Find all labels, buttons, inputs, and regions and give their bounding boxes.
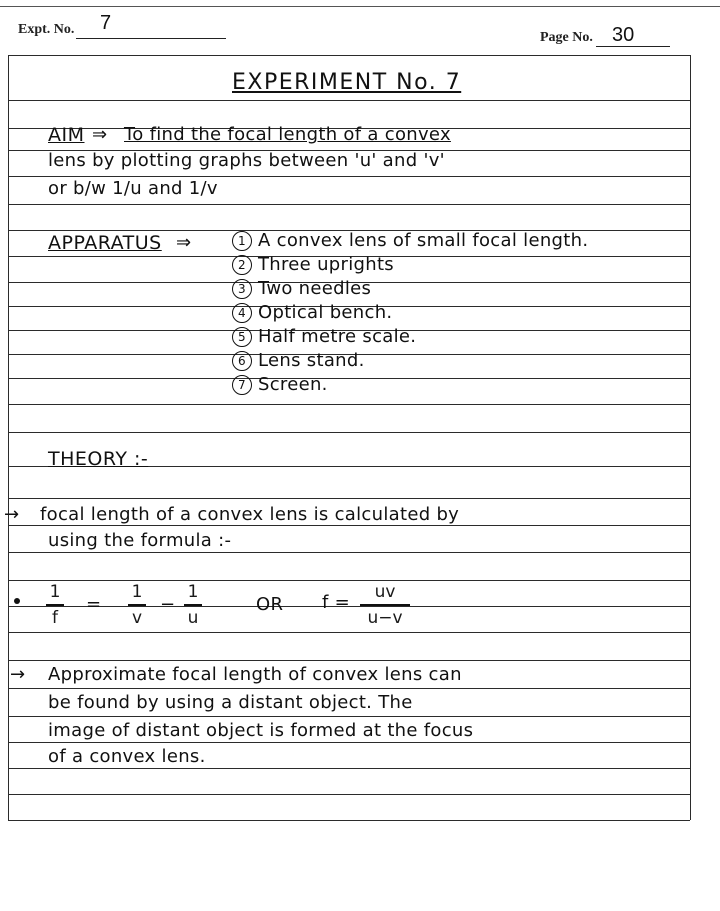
ruled-line <box>8 688 690 689</box>
ruled-line <box>8 404 690 405</box>
aim-heading: AIM <box>48 124 85 146</box>
item-text: Three uprights <box>258 254 394 275</box>
right-margin-line <box>690 55 691 820</box>
apparatus-item <box>232 350 588 374</box>
item-number-badge: 3 <box>232 279 252 299</box>
ruled-line <box>8 742 690 743</box>
minus-sign: − <box>160 594 176 615</box>
theory-para1-line2: using the formula :- <box>48 530 232 551</box>
fraction-uv-over-u-minus-v <box>360 582 410 628</box>
arrow-icon: → <box>10 664 26 685</box>
ruled-line <box>8 204 690 205</box>
ruled-line <box>8 100 690 101</box>
or-text: OR <box>256 594 284 615</box>
top-edge-line <box>0 6 720 7</box>
ruled-line <box>8 498 690 499</box>
theory-para2-line1: Approximate focal length of convex lens can <box>48 664 462 685</box>
expt-no-value: 7 <box>100 12 112 34</box>
numerator: 1 <box>131 582 143 602</box>
apparatus-item <box>232 374 588 398</box>
fraction-bar <box>360 604 410 606</box>
ruled-line <box>8 525 690 526</box>
item-number-badge: 4 <box>232 303 252 323</box>
ruled-line <box>8 768 690 769</box>
expt-no-label: Expt. No. <box>18 22 75 37</box>
fraction-bar <box>46 604 64 606</box>
fraction-1-over-v <box>128 582 146 628</box>
apparatus-list <box>232 230 588 398</box>
denominator: u <box>187 607 199 628</box>
apparatus-item <box>232 302 588 326</box>
aim-line-3: or b/w 1/u and 1/v <box>48 178 218 199</box>
page-title: EXPERIMENT No. 7 <box>232 70 462 95</box>
equals-sign: = <box>86 594 102 615</box>
ruled-line <box>8 552 690 553</box>
arrow-icon: → <box>4 504 20 525</box>
theory-para2-line2: be found by using a distant object. The <box>48 692 413 713</box>
item-number-badge: 2 <box>232 255 252 275</box>
item-number-badge: 7 <box>232 375 252 395</box>
ruled-line <box>8 432 690 433</box>
arrow-icon: ⇒ <box>92 124 108 145</box>
bullet-icon <box>14 598 20 604</box>
apparatus-item <box>232 278 588 302</box>
aim-line-1: To find the focal length of a convex <box>124 124 451 145</box>
ruled-line <box>8 632 690 633</box>
theory-para2-line4: of a convex lens. <box>48 746 206 767</box>
page-no-line <box>596 46 670 47</box>
page-no-label: Page No. <box>540 30 593 45</box>
item-text: Half metre scale. <box>258 326 417 347</box>
ruled-line <box>8 820 690 821</box>
item-number-badge: 5 <box>232 327 252 347</box>
left-margin-line <box>8 55 9 820</box>
ruled-line <box>8 794 690 795</box>
ruled-line <box>8 580 690 581</box>
apparatus-item <box>232 326 588 350</box>
ruled-line <box>8 660 690 661</box>
numerator: uv <box>374 582 396 602</box>
fraction-1-over-f <box>46 582 64 628</box>
item-text: Optical bench. <box>258 302 393 323</box>
denominator: v <box>131 607 143 628</box>
aim-line-2: lens by plotting graphs between 'u' and 'v' <box>48 150 445 171</box>
fraction-1-over-u <box>184 582 202 628</box>
fraction-bar <box>128 604 146 606</box>
item-number-badge: 6 <box>232 351 252 371</box>
item-number-badge: 1 <box>232 231 252 251</box>
denominator: u−v <box>367 607 403 628</box>
fraction-bar <box>184 604 202 606</box>
f-equals: f = <box>322 592 351 613</box>
theory-para2-line3: image of distant object is formed at the focus <box>48 720 474 741</box>
apparatus-item <box>232 230 588 254</box>
item-text: Two needles <box>258 278 372 299</box>
arrow-icon: ⇒ <box>176 232 192 253</box>
theory-heading: THEORY :- <box>48 448 149 470</box>
item-text: Lens stand. <box>258 350 365 371</box>
ruled-line <box>8 176 690 177</box>
theory-para1-line1: focal length of a convex lens is calculated by <box>40 504 460 525</box>
apparatus-item <box>232 254 588 278</box>
apparatus-heading: APPARATUS <box>48 232 162 254</box>
numerator: 1 <box>187 582 199 602</box>
item-text: A convex lens of small focal length. <box>258 230 589 251</box>
denominator: f <box>52 607 58 628</box>
expt-no-line <box>76 38 226 39</box>
item-text: Screen. <box>258 374 328 395</box>
page-no-value: 30 <box>612 24 635 46</box>
numerator: 1 <box>49 582 61 602</box>
ruled-line <box>8 716 690 717</box>
ruled-line <box>8 55 690 56</box>
